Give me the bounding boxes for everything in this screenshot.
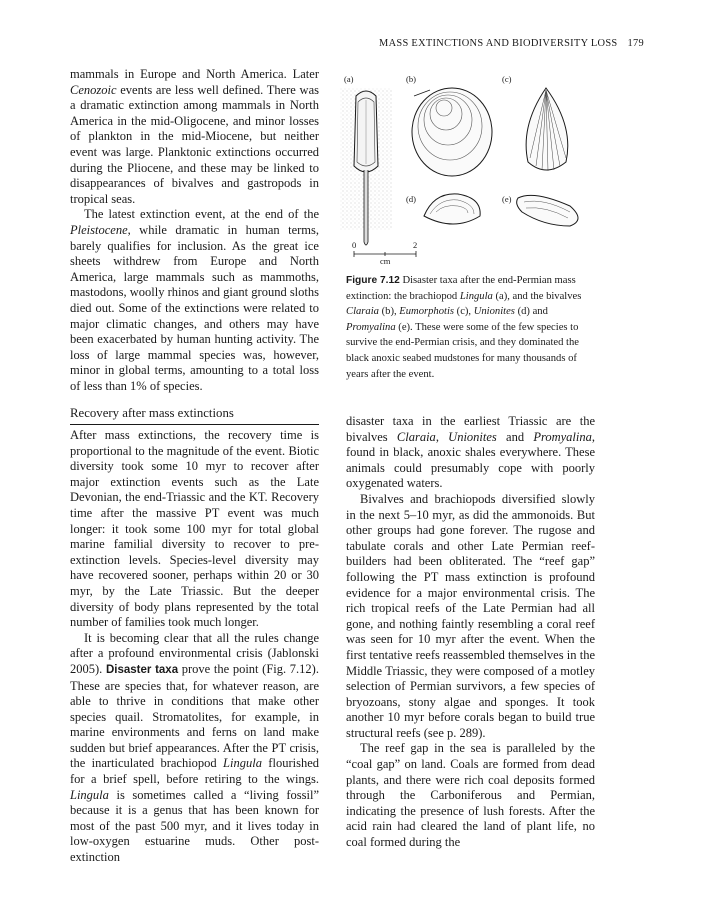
scale-label-zero: 0 (352, 240, 357, 250)
text-run: , (435, 429, 449, 444)
unionites-drawing (424, 194, 480, 224)
left-column-top (70, 67, 319, 394)
scale-label-unit: cm (380, 256, 391, 266)
text-run: (c), (454, 306, 474, 318)
italic-term: Cenozoic (70, 82, 117, 97)
running-head-title: MASS EXTINCTIONS AND BIODIVERSITY LOSS (379, 38, 618, 49)
figure-label-d: (d) (406, 194, 416, 204)
promyalina-drawing (517, 195, 578, 226)
italic-term: Promyalina (346, 321, 396, 333)
figure-caption-label: Figure 7.12 (346, 275, 400, 286)
italic-term: Claraia (396, 429, 436, 444)
text-run: is sometimes called a “living fossil” because it is a genus that has been known for most of the past 500 myr, and it lives today in low-oxygen estuarine muds. Other post-extinction (70, 787, 319, 865)
text-run: mammals in Europe and North America. Later (70, 67, 319, 81)
paragraph: After mass extinctions, the recovery time is proportional to the magnitude of the event. Biotic diversity took some 10 myr to recover after major extinction events such as the Late Devonian, the end-Triassic and the KT. Recovery time after the massive PT event was much longer: it took some 100 myr for total global marine familial diversity to recover to pre-extinction levels. Species-level diversity may have recovered sooner, perhaps within 20 or 30 myr, by the Late Triassic. But the deeper diversity of body plans represented by the total number of families took much longer. (70, 428, 319, 630)
paragraph (70, 207, 319, 394)
italic-term: Promyalina (533, 429, 592, 444)
text-run: (a), and the bivalves (492, 290, 582, 302)
right-column-bottom (346, 414, 595, 851)
figure-label-e: (e) (502, 194, 512, 204)
text-run: events are less well defined. There was a dramatic extinction among mammals in North America in the mid-Oligocene, and minor losses of plankton in the mid-Miocene, but neither event was large. Planktonic extinctions occurred during the Pliocene, and these may be linked to disappearances of bivalves and gastropods in tropical seas. (70, 82, 319, 206)
italic-term: Lingula (70, 787, 109, 802)
eumorphotis-drawing (526, 88, 568, 171)
text-run: Disaster taxa after the end-Permian mass extinction: the brachiopod (346, 275, 576, 302)
text-run: , while dramatic in human terms, barely qualifies for inclusion. As the great ice sheets withdrew from Europe and North America, large mammals such as mammoths, mastodons, woolly rhinos and giant ground sloths died out. Some of the extinctions were related to major climatic changes, and others may have been exacerbated by human hunting activity. The loss of large mammal species was, however, minor in global terms, amounting to a total loss of less than 1% of species. (70, 222, 319, 393)
figure-caption (346, 273, 594, 382)
left-column-bottom (70, 428, 319, 866)
text-run: , found in black, anoxic shales everywhere. These animals could presumably cope with poorly oxygenated waters. (346, 429, 595, 491)
bold-term: Disaster taxa (105, 663, 179, 676)
italic-term: Lingula (459, 290, 493, 302)
text-run: (b), (378, 306, 400, 318)
shell-drawings (334, 66, 596, 270)
figure-label-a: (a) (344, 74, 354, 84)
paragraph (70, 67, 319, 207)
italic-term: Lingula (223, 756, 262, 771)
figure-7-12-illustration (334, 66, 596, 270)
italic-term: Claraia (346, 306, 379, 318)
italic-term: Unionites (473, 306, 515, 318)
page-number: 179 (627, 38, 644, 49)
text-run: (e). These were some of the few species to survive the end-Permian crisis, and they dominated the black anoxic seabed mudstones for many thousands of years after the event. (346, 321, 580, 380)
scale-label-two: 2 (413, 240, 418, 250)
italic-term: Pleistocene (70, 222, 128, 237)
lingula-drawing (340, 88, 392, 245)
text-run: and (496, 429, 534, 444)
paragraph: The reef gap in the sea is paralleled by the “coal gap” on land. Coals are formed from dead plants, and there were rich coal deposits formed through the Carboniferous and Permian, indicating the presence of lush forests. After the acid rain had cleared the land of plant life, no coal formed during the (346, 741, 595, 850)
claraia-drawing (412, 88, 492, 176)
text-run: prove the point (Fig. 7.12). These are species that, for whatever reason, are able to thrive in conditions that make other species quail. Stromatolites, for example, in marine environments and ferns on land make sudden but brief appearances. After the PT crisis, the inarticulated brachiopod (70, 661, 319, 771)
text-run: The latest extinction event, at the end of the (84, 207, 319, 222)
text-run: It is becoming clear that all the rules change after a profound environmental crisis (Jablonski 2005). (70, 630, 319, 676)
text-run: (d) and (514, 306, 548, 318)
italic-term: Eumorphotis (399, 306, 455, 318)
text-run: flourished for a brief spell, before retiring to the wings. (70, 756, 319, 787)
italic-term: Unionites (448, 429, 497, 444)
running-head (0, 38, 644, 49)
paragraph (346, 414, 595, 492)
text-run: disaster taxa in the earliest Triassic are the bivalves (346, 414, 595, 444)
paragraph: Bivalves and brachiopods diversified slowly in the next 5–10 myr, as did the ammonoids. But other groups had gone forever. The rugose and tabulate corals and other Late Permian reef-builders had been obliterated. The “reef gap” following the PT mass extinction is profound evidence for a major environmental crisis. The rich tropical reefs of the Late Permian had all gone, and nothing faintly resembling a coral reef was seen for 10 myr after the event. When the first tentative reefs reassembled themselves in the Middle Triassic, they were composed of a motley selection of Permian survivors, a few species of bryozoans, stony algae and sponges. It took another 10 myr before corals began to build true structural reefs (see p. 289). (346, 491, 595, 740)
section-heading: Recovery after mass extinctions (70, 406, 319, 425)
figure-label-c: (c) (502, 74, 512, 84)
paragraph (70, 631, 319, 866)
figure-label-b: (b) (406, 74, 416, 84)
